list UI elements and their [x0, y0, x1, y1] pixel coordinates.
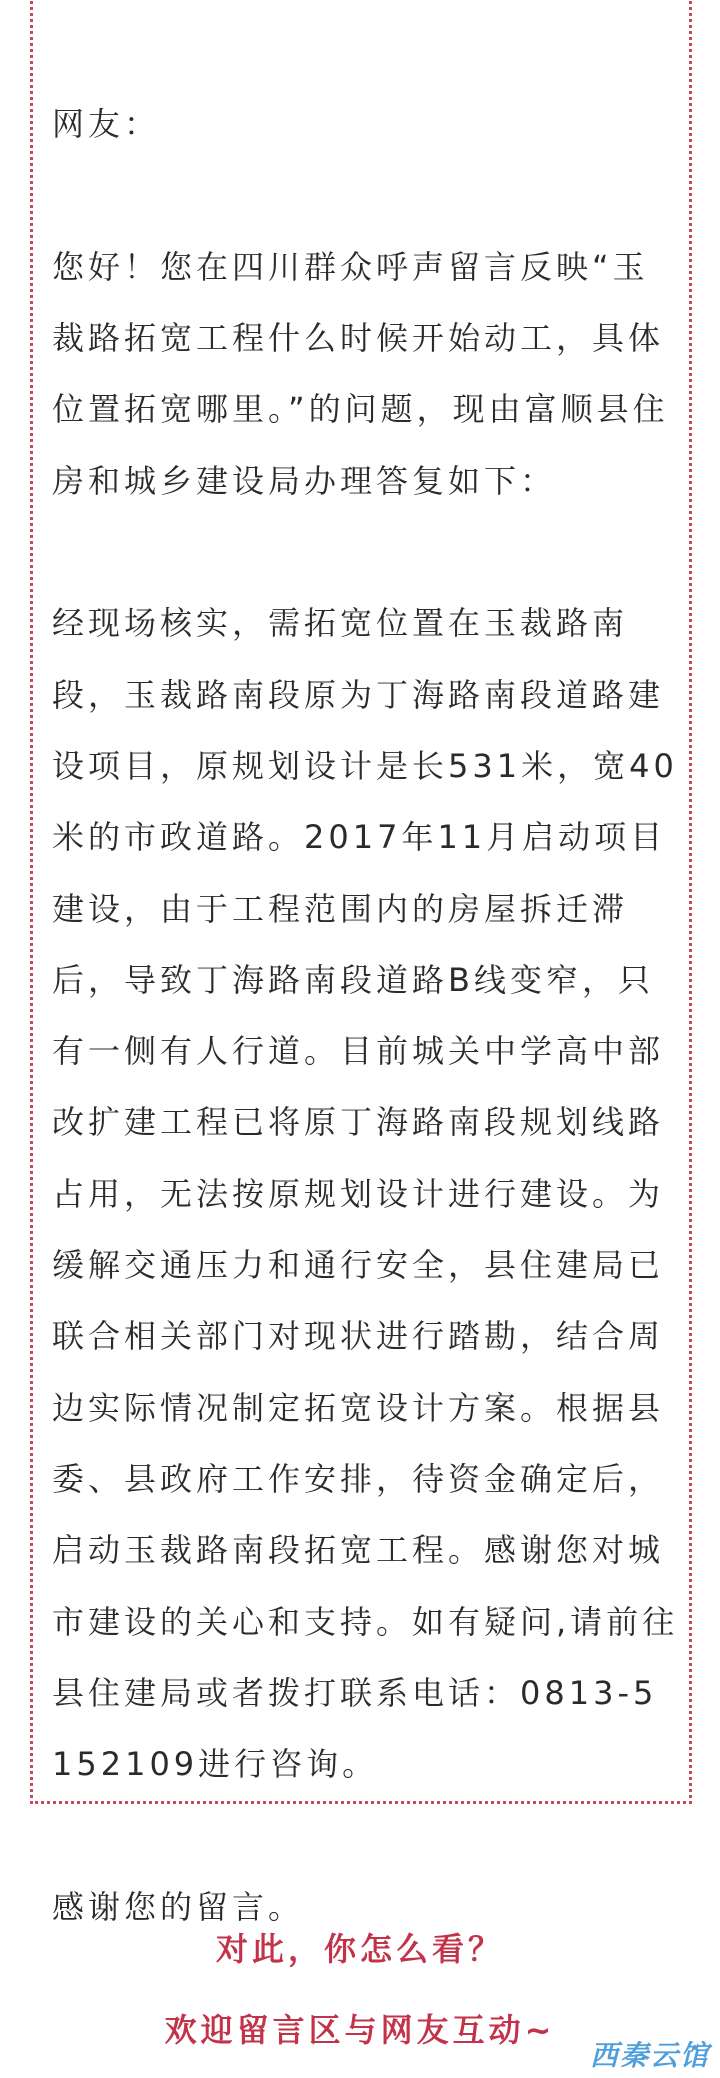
reply-closing: 感谢您的留言。 [52, 1887, 305, 1926]
cta-question: 对此，你怎么看？ [215, 1930, 504, 1968]
reply-greeting: 网友： [52, 105, 161, 144]
reply-details: 经现场核实，需拓宽位置在玉裁路南段，玉裁路南段原为丁海路南段道路建设项目，原规划设计是长531米，宽40米的市政道路。2017年11月启动项目建设，由于工程范围内的房屋拆迁滞后，导致丁海路南段道路B线变窄，只有一侧有人行道。目前城关中学高中部改扩建工程已将原丁海路南段规划线路占用，无法按原规划设计进行建设。为缓解交通压力和通行安全，县住建局已联合相关部门对现状进行踏勘，结合周边实际情况制定拓宽设计方案。根据县委、县政府工作安排，待资金确定后，启动玉裁路南段拓宽工程。感谢您对城市建设的关心和支持。如有疑问,请前往县住建局或者拨打联系电话：0813-5152109进行咨询。 [52, 604, 679, 1784]
cta-invite: 欢迎留言区与网友互动~ [164, 2011, 556, 2049]
watermark-logo: 西秦云馆 [589, 2039, 710, 2072]
reply-body: 您好！您在四川群众呼声留言反映“玉裁路拓宽工程什么时候开始动工，具体位置拓宽哪里。”的问题，现由富顺县住房和城乡建设局办理答复如下： [52, 247, 669, 500]
reply-text [52, 18, 680, 2014]
